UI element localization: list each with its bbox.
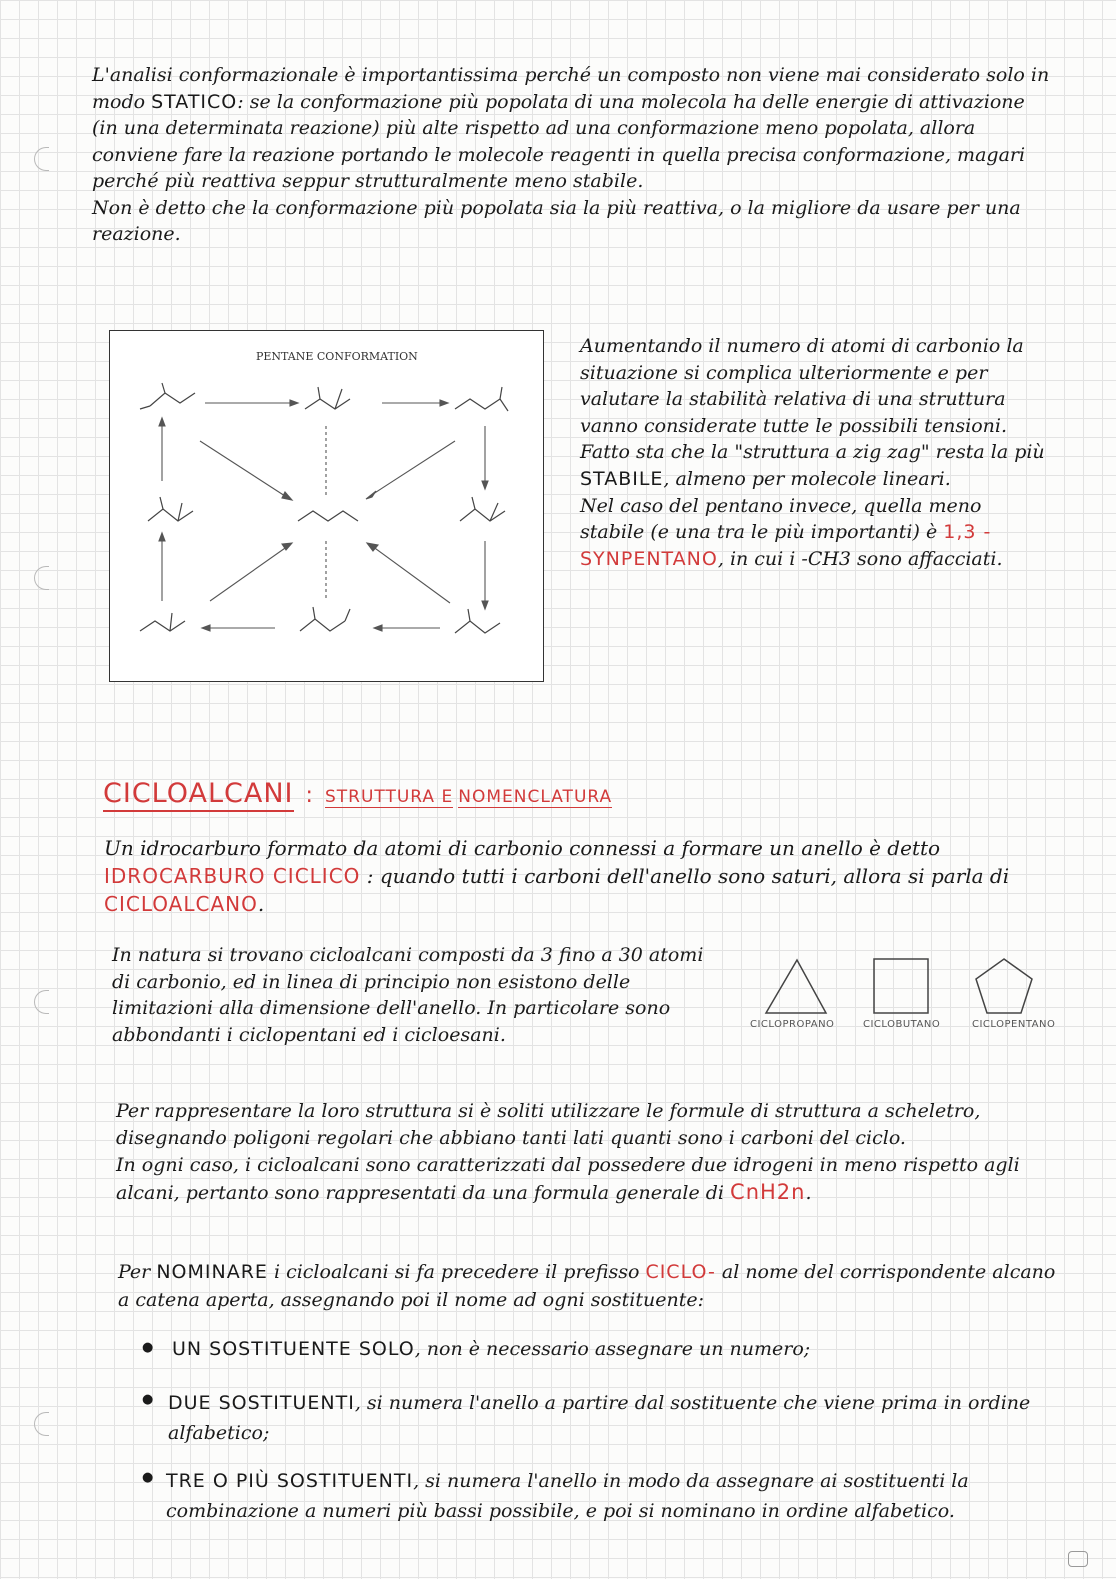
para4-text-2: i cicloalcani si fa precedere il prefisso [273,1261,640,1283]
para3-text-3: . [805,1182,812,1204]
cycloalkane-shapes [760,955,1080,1025]
para1-text-2: : quando tutti i carboni dell'anello sono saturi, allora si parla di [366,864,1010,888]
keyword-stable: STABILE [580,467,664,490]
cyclopropane-label: CICLOPROPANO [750,1019,835,1030]
binder-hole [34,1412,49,1436]
bullet-3-text: , si numera l'anello in modo da assegnare ai sostituenti la combinazione a numeri più bassi possibile, e poi si nominano in ordine alfabetico. [166,1470,969,1522]
bullet-item-1 [172,1336,1062,1363]
section-title: CICLOALCANI [103,778,294,812]
bullet-dot: ● [142,1340,154,1355]
conformer-top-left [150,393,195,406]
keyword-cycloalkane: CICLOALCANO [104,892,258,916]
pentagon-shape [976,959,1032,1013]
conformer-drawings [140,383,508,633]
conformer-mid-left [148,509,193,521]
bullet-2-lead: DUE SOSTITUENTI [168,1392,355,1414]
binder-hole [34,990,49,1014]
binder-hole [34,566,49,590]
side-text-5: , in cui i -CH3 sono affacciati. [717,547,1003,570]
structure-paragraph [116,1098,1071,1207]
pentane-conformation-figure [109,330,544,682]
conformer-bottom-center [300,619,345,631]
side-text-1: Aumentando il numero di atomi di carbonio la situazione si complica ulteriormente e per valutare la stabilità relativa di una struttura vanno considerate tutte le possibili tensioni. [580,335,1024,437]
bullet-item-2 [168,1388,1048,1448]
bullet-1-lead: UN SOSTITUENTE SOLO [172,1338,415,1360]
para1-text-3: . [257,892,265,916]
section-heading [103,778,612,809]
side-text-2: Fatto sta che la "struttura a zig zag" resta la più [580,441,1045,464]
binder-hole [34,147,49,171]
keyword-static: STATICO [151,90,238,113]
bullet-2-text: , si numera l'anello a partire dal sostituente che viene prima in ordine alfabetico; [168,1392,1031,1444]
naming-paragraph [118,1258,1068,1314]
cyclic-hydrocarbon-paragraph [104,834,1064,918]
equilibrium-arrows [159,400,488,631]
section-subtitle-a: STRUTTURA E [324,787,454,807]
intro-text-1: L'analisi conformazionale è importantissima perché un composto non viene mai considerato solo in modo [92,64,1050,113]
bullet-item-3 [166,1466,1046,1526]
bullet-dot: ● [142,1392,154,1407]
side-text-4: Nel caso del pentano invece, quella meno stabile (e una tra le più importanti) è [580,494,982,544]
pentane-diagram [110,331,543,681]
side-text-3: , almeno per molecole lineari. [663,467,951,490]
keyword-cyclic-hydrocarbon: IDROCARBURO CICLICO [104,864,361,888]
side-paragraph [580,333,1050,572]
section-separator: : [305,783,313,808]
bullet-dot: ● [142,1470,154,1485]
figure-title: PENTANE CONFORMATION [256,350,418,363]
intro-paragraph [92,62,1052,248]
keyword-synpentano: 1,3 - SYNPENTANO [580,521,992,570]
nature-paragraph [112,942,722,1048]
intro-text-3: Non è detto che la conformazione più popolata sia la più reattiva, o la migliore da usare per una reazione. [92,196,1021,245]
square-shape [874,959,928,1013]
keyword-prefix: CICLO- [645,1261,716,1283]
conformer-center [298,511,358,521]
para2-text: In natura si trovano cicloalcani composti da 3 fino a 30 atomi di carbonio, ed in linea di principio non esistono delle limitazioni alla dimensione dell'anello. In particolare sono abbondanti i ciclopentani ed i cicloesani. [112,944,704,1046]
para3-text-2: In ogni caso, i cicloalcani sono caratterizzati dal possedere due idrogeni in meno rispetto agli alcani, pertanto sono rappresentati da una formula generale di [116,1154,1020,1204]
conformer-top-right [455,399,500,409]
section-subtitle-b: NOMENCLATURA [458,787,613,807]
intro-text-2: : se la conformazione più popolata di una molecola ha delle energie di attivazione (in una determinata reazione) più alte rispetto ad una conformazione meno popolata, allora conviene fare la reazione portando le molecole reagenti in quella precisa conformazione, magari perché più reattiva seppur strutturalmente meno stabile. [92,90,1026,192]
para1-text-1: Un idrocarburo formato da atomi di carbonio connessi a formare un anello è detto [104,836,941,860]
conformer-bottom-left [140,621,185,631]
conformer-mid-right [460,509,505,521]
para4-text-3: al nome del corrispondente alcano a catena aperta, assegnando poi il nome ad ogni sostituente: [118,1261,1056,1311]
page-corner-mark [1068,1551,1088,1567]
cyclobutane-label: CICLOBUTANO [863,1019,941,1030]
bullet-1-text: , non è necessario assegnare un numero; [414,1338,811,1360]
conformer-top-center [305,399,350,409]
keyword-name: NOMINARE [156,1261,268,1283]
conformer-bottom-right [455,621,500,633]
para4-text-1: Per [118,1261,151,1283]
general-formula: CnH2n [730,1180,806,1204]
bullet-3-lead: TRE O PIÙ SOSTITUENTI [166,1470,414,1492]
para3-text-1: Per rappresentare la loro struttura si è soliti utilizzare le formule di struttura a scheletro, disegnando poligoni regolari che abbiano tanti lati quanti sono i carboni del ciclo. [116,1100,981,1149]
cyclopentane-label: CICLOPENTANO [972,1019,1056,1030]
triangle-shape [766,960,826,1013]
